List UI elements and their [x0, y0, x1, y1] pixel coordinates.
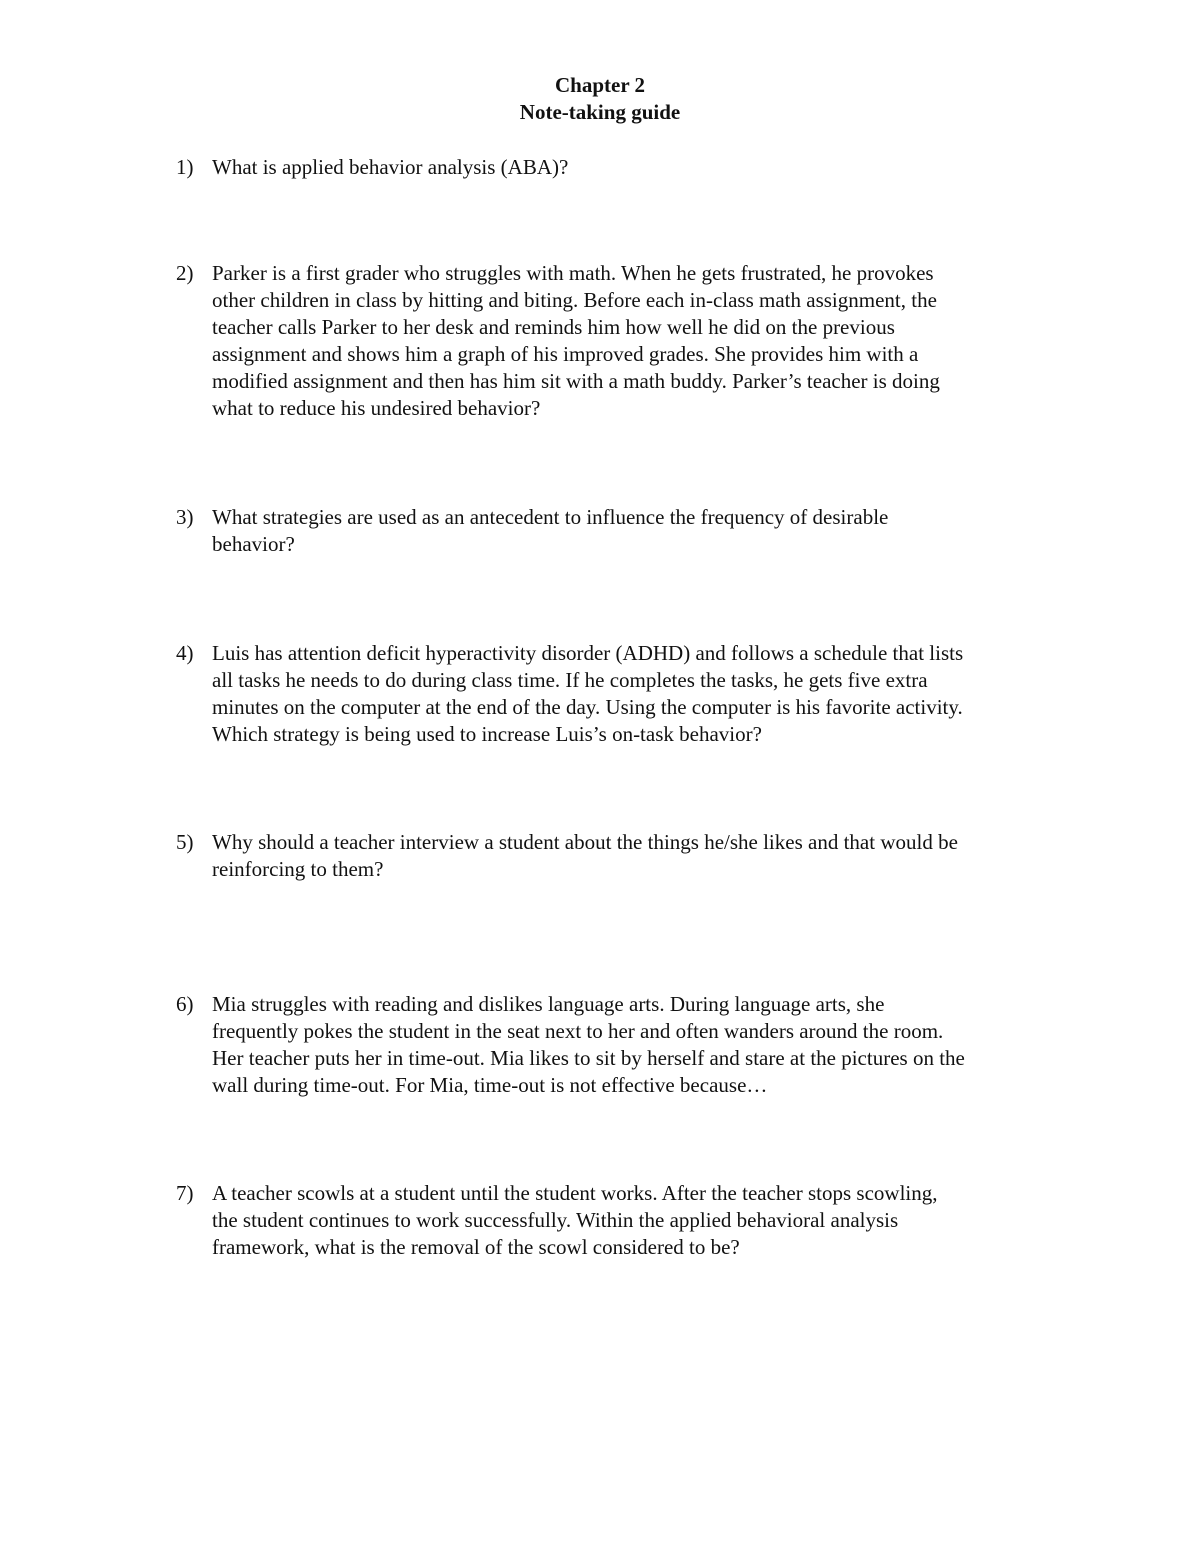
question-line: behavior?: [212, 532, 295, 556]
question-line: the student continues to work successfully. Within the applied behavioral analysis: [212, 1208, 899, 1232]
question-number: 4): [176, 641, 194, 665]
question-6: [176, 991, 1076, 1099]
question-number: 5): [176, 830, 194, 854]
question-number: 7): [176, 1181, 194, 1205]
question-line: Her teacher puts her in time-out. Mia likes to sit by herself and stare at the pictures on the: [212, 1046, 965, 1070]
question-line: What is applied behavior analysis (ABA)?: [212, 155, 569, 179]
question-text: [212, 640, 1076, 748]
question-line: Which strategy is being used to increase Luis’s on-task behavior?: [212, 722, 762, 746]
question-text: [212, 260, 1076, 422]
question-2: [176, 260, 1076, 422]
question-line: minutes on the computer at the end of the day. Using the computer is his favorite activity.: [212, 695, 963, 719]
question-line: framework, what is the removal of the scowl considered to be?: [212, 1235, 740, 1259]
question-text: [212, 504, 1076, 558]
question-number: 1): [176, 155, 194, 179]
question-number: 2): [176, 261, 194, 285]
question-line: frequently pokes the student in the seat next to her and often wanders around the room.: [212, 1019, 944, 1043]
question-line: A teacher scowls at a student until the student works. After the teacher stops scowling,: [212, 1181, 938, 1205]
question-line: Luis has attention deficit hyperactivity disorder (ADHD) and follows a schedule that lists: [212, 641, 964, 665]
question-7: [176, 1180, 1076, 1261]
question-line: assignment and shows him a graph of his improved grades. She provides him with a: [212, 342, 919, 366]
title-block: [0, 72, 1200, 126]
question-text: [212, 991, 1076, 1099]
page-title: Chapter 2: [554, 73, 646, 97]
question-line: reinforcing to them?: [212, 857, 384, 881]
question-1: [176, 154, 1076, 181]
question-4: [176, 640, 1076, 748]
question-line: modified assignment and then has him sit with a math buddy. Parker’s teacher is doing: [212, 369, 940, 393]
question-number: 3): [176, 505, 194, 529]
question-text: [212, 829, 1076, 883]
question-number: 6): [176, 992, 194, 1016]
question-line: What strategies are used as an antecedent to influence the frequency of desirable: [212, 505, 889, 529]
question-line: what to reduce his undesired behavior?: [212, 396, 541, 420]
question-5: [176, 829, 1076, 883]
question-line: teacher calls Parker to her desk and reminds him how well he did on the previous: [212, 315, 895, 339]
question-line: Mia struggles with reading and dislikes language arts. During language arts, she: [212, 992, 885, 1016]
question-line: Parker is a first grader who struggles with math. When he gets frustrated, he provokes: [212, 261, 934, 285]
question-line: all tasks he needs to do during class time. If he completes the tasks, he gets five extra: [212, 668, 928, 692]
question-text: [212, 154, 1076, 181]
question-line: other children in class by hitting and biting. Before each in-class math assignment, the: [212, 288, 937, 312]
page-subtitle: Note-taking guide: [519, 100, 681, 124]
question-line: Why should a teacher interview a student about the things he/she likes and that would be: [212, 830, 958, 854]
question-text: [212, 1180, 1076, 1261]
question-line: wall during time-out. For Mia, time-out is not effective because…: [212, 1073, 768, 1097]
question-3: [176, 504, 1076, 558]
